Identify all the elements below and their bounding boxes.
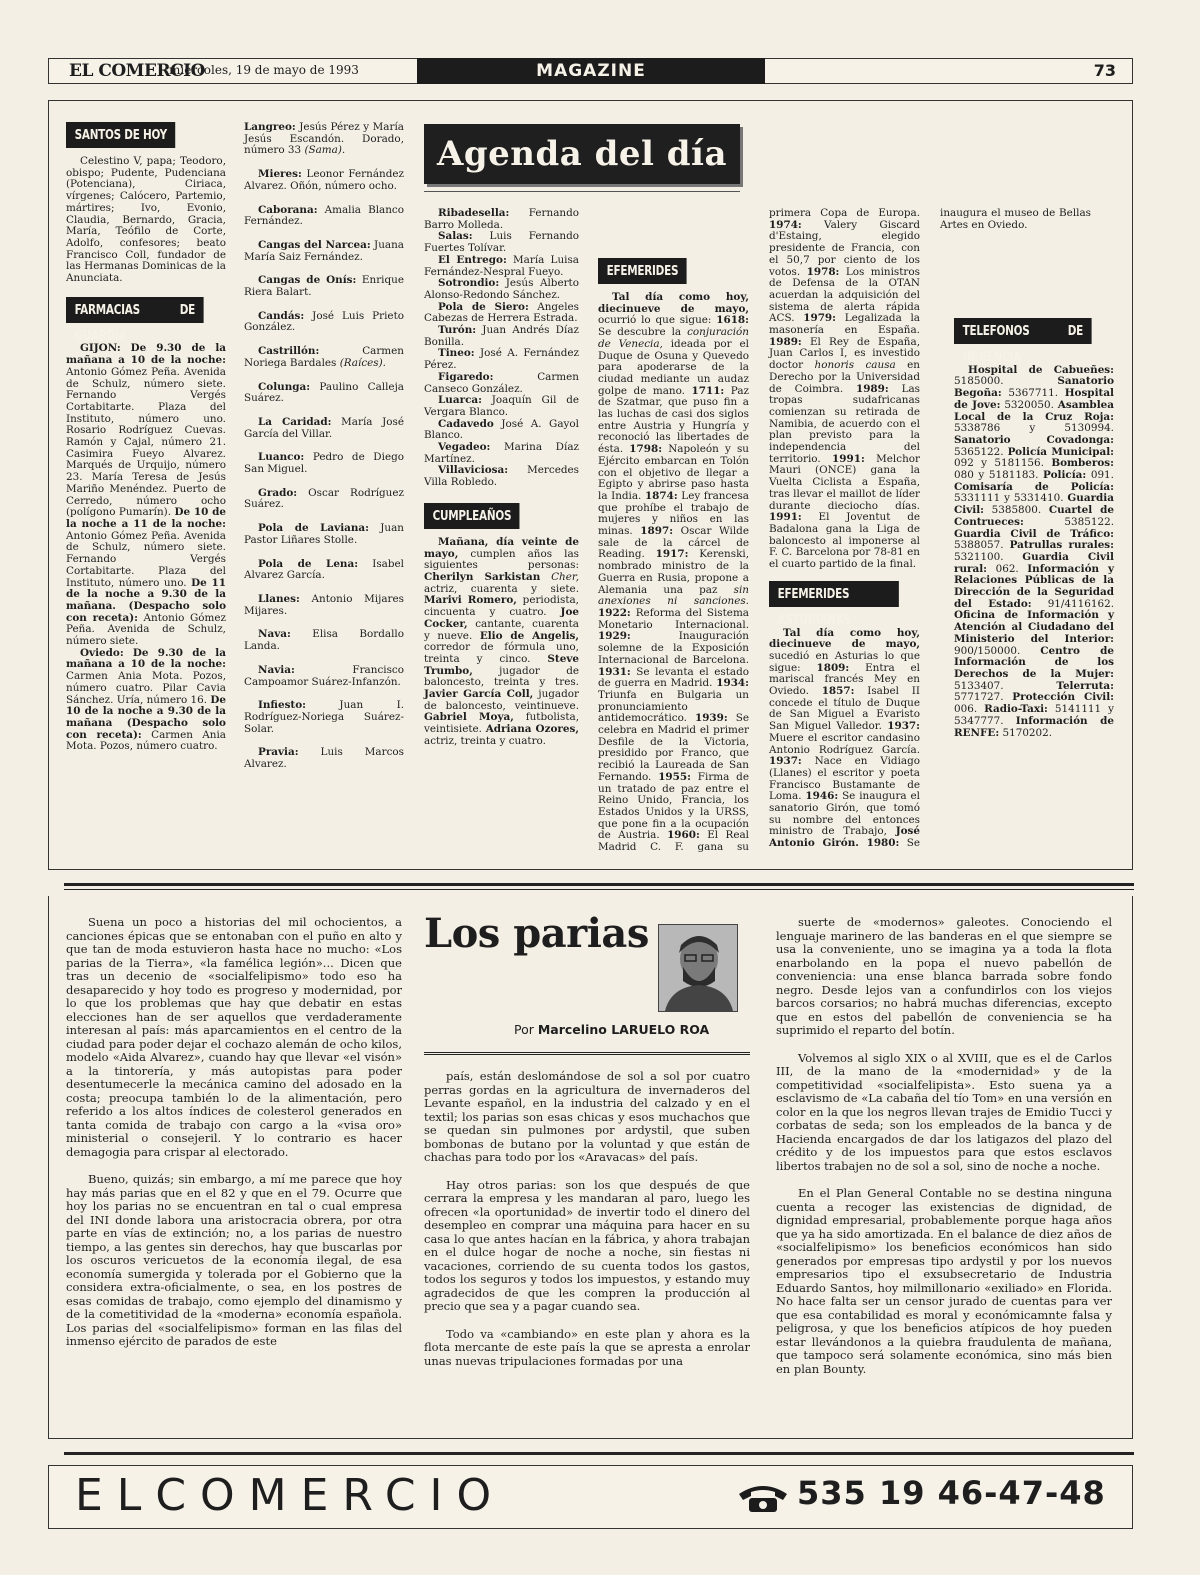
farmacia-localidad: Llanes: Antonio Mijares Mijares. [244, 592, 404, 617]
farmacias-oviedo: Oviedo: De 9.30 de la mañana a 10 de la noche: Carmen Ania Mota. Pozos, número cuatro. Pilar Cavia Sánchez. Uría, número 16. De 10 de la noche a 9.30 de la mañana (Despacho solo con receta): Carmen Ania Mota. Pozos, número cuatro. [66, 646, 226, 753]
article-paragraph: En el Plan General Contable no se destina ninguna cuenta a recoger las existencias de dignidad, de dignidad empresarial, probablemente porque haga años que ya ha sido amortizada. En el balance de diez años de «socialfelipismo» los beneficios económicos han sido generados por empresas tipo ardystil y por los nuevos empresarios tipo el exsubsecretario de Industria Eduardo Santos, hoy milmillonario «exiliado» en Florida. No hace falta ser un censor jurado de cuentas para ver que esa contabilidad es moral y económicamnte falsa y peligrosa, y que los beneficios atípicos de hoy pueden estar llevándonos a la quiebra fraudulenta de mañana, que tampoco será solamente económica, sino más bien en plan Bounty. [776, 1186, 1112, 1376]
farmacia-localidad: Pola de Lena: Isabel Alvarez García. [244, 557, 405, 582]
agenda-title: Agenda del día [424, 124, 740, 184]
separator-rule [64, 883, 1134, 886]
farmacia-localidad: Langreo: Jesús Pérez y María Jesús Escandón. Dorado, número 33 (Sama). [244, 121, 404, 157]
page-footer [48, 1465, 1133, 1529]
farmacia-localidad: Salas: Luis Fernando Fuertes Tolívar. [424, 230, 579, 255]
footer-logo: ELCOMERCIO [75, 1470, 506, 1521]
article-paragraph: Volvemos al siglo XIX o al XVIII, que es el de Carlos III, de la mano de la «modernidad» y de la competitividad «socialfelipista». Esto suena ya a esclavismo de «La cabaña del tío Tom» en una versión en color en la que los negros llevan trajes de Emidio Tucci y corbatas de seda; son los empleados de la banca y de Hacienda encargados de dar los latigazos del plazo del crédito y de los impuestos para que estos esclavos libertos trabajen no de sol a sol, sino de noche a noche. [776, 1050, 1112, 1173]
cumpleanos-text: Mañana, día veinte de mayo, cumplen años las siguientes personas: Cherilyn Sarkistan Cher, actriz, cuarenta y siete. Marivi Romero, periodista, cincuenta y cuatro. Joe Cocker, cantante, cuarenta y nueve. Elio de Angelis, corredor de fórmula uno, treinta y cinco. Steve Trumbo, jugador de baloncesto, treinta y tres. Javier García Coll, jugador de baloncesto, veintinueve. Gabriel Moya, futbolista, veintisiete. Adriana Ozores, actriz, treinta y cuatro. [424, 535, 579, 747]
article-byline: Por Marcelino LARUELO ROA [514, 1022, 710, 1037]
farmacia-localidad: Nava: Elisa Bordallo Landa. [244, 628, 404, 653]
farmacia-localidad: Pola de Laviana: Juan Pastor Liñares Stolle. [244, 522, 404, 546]
farmacia-localidad: Castrillón: Carmen Noriega Bardales (Raíces). [244, 345, 404, 369]
footer-rule [64, 1452, 1134, 1455]
farmacia-localidad: Caborana: Amalia Blanco Fernández. [244, 203, 404, 228]
farmacia-localidad: La Caridad: María José García del Villar. [244, 415, 404, 440]
farmacia-localidad: Turón: Juan Andrés Díaz Bonilla. [424, 324, 579, 348]
farmacia-localidad: Tineo: José A. Fernández Pérez. [424, 347, 579, 372]
farmacias-heading: FARMACIAS DE GUARDIA [66, 297, 204, 323]
farmacia-localidad: El Entrego: María Luisa Fernández-Nespral Fueyo. [424, 253, 579, 278]
issue-date: miércoles, 19 de mayo de 1993 [169, 63, 359, 77]
section-name: MAGAZINE [417, 58, 765, 84]
farmacia-localidad: Figaredo: Carmen Canseco González. [424, 370, 579, 395]
article-paragraph: Bueno, quizás; sin embargo, a mí me parece que hoy hay más parias que en el 82 y que en el 79. Ocurre que hoy los parias no se encuentran en tal o cual empresa del INI donde labora una aristocracia obrera, por otra parte en vías de extinción; no, a los parias de nuestro tiempo, a las gentes sin derechos, hay que buscarlas por los oscuros vericuetos de la economía ilegal, de esa economía sumergida y tolerada por el Gobierno que la considera extra-oficialmente, o sea, en los postres de esas comidas de trabajo, como ejemplo del dinamismo y de la cometitividad de la «moderna» economía española. Los parias del «socialfelipismo» forman en las filas del inmenso ejército de parados de este [66, 1172, 402, 1348]
farmacia-localidad: Sotrondio: Jesús Alberto Alonso-Redondo Sánchez. [424, 277, 579, 301]
page-header [48, 58, 1133, 84]
farmacia-localidad: Colunga: Paulino Calleja Suárez. [244, 380, 404, 405]
author-portrait-icon [659, 925, 737, 1011]
farmacia-localidad: Cangas del Narcea: Juana María Saiz Fernández. [244, 238, 404, 263]
farmacia-localidad: Pola de Siero: Angeles Cabezas de Herrera Estrada. [424, 300, 579, 325]
article-column-3 [776, 916, 1112, 1390]
farmacia-localidad: Infiesto: Juan I. Rodríguez-Noriega Suárez-Solar. [244, 699, 404, 735]
column-3 [424, 208, 579, 748]
santos-heading: SANTOS DE HOY [66, 122, 176, 148]
farmacia-localidad: Luarca: Joaquín Gil de Vergara Blanco. [424, 394, 579, 418]
article-paragraph: Todo va «cambiando» en este plan y ahora es la flota mercante de este país la que se apresta a enrolar unas nuevas tripulaciones formadas por una [424, 1326, 750, 1368]
article-paragraph: país, están deslomándose de sol a sol por cuatro perras gordas en la agricultura de invernaderos del Levante español, en la industria del calzado y en el textil; los parias son esas chicas y esos muchachos que se quedan sin pulmones por ardystil, que suben bombonas de butano por la voluntad y que están de chachas para todo por los «Aravacas» del país. [424, 1069, 750, 1164]
article-paragraph: Suena un poco a historias del mil ochocientos, a canciones épicas que se entonaban con el puño en alto y que tan de moda estuvieron hasta hace no mucho: «Los parias de la Tierra», «la famélica legión»... Dicen que tras un decenio de «socialfelipismo» todo eso ha desaparecido y hoy todo es progreso y modernidad, por lo que los problemas que hay que debatir en estas elecciones han de ser aquellos que verdaderamente interesan al país: más aparcamientos en el centro de la ciudad para poder dejar el cochazo alemán de ocho kilos, modelo «Aida Alvarez», cuando hay que llevar «el visón» a la tintorería, y más autopistas para poder desentumecerle la mecánica camino del adosado en la costa; preocupa también lo de la alimentación, pero referido a los altos índices de colesterol generados en tanta comida de trabajo con cargo a la «visa oro» ministerial o consejeril. Y lo contrario es hacer demagogia para crispar al electorado. [66, 915, 402, 1159]
farmacia-localidad: Luanco: Pedro de Diego San Miguel. [244, 451, 404, 476]
footer-phone: 535 19 46-47-48 [797, 1474, 1106, 1512]
cumpleanos-heading: CUMPLEAÑOS [424, 503, 520, 529]
newspaper-logo: EL COMERCIO [69, 61, 205, 81]
efemerides-heading: EFEMERIDES [598, 258, 687, 284]
efemerides-text: Tal día como hoy, diecinueve de mayo, ocurrió lo que sigue: 1618: Se descubre la conjuración de Venecia, ideada por el Duque de Osuna y Quevedo para apoderarse de la ciudad mediante un audaz golpe de mano. 1711: Paz de Szatmar, que puso fin a las luchas de casi dos siglos entre Austria y Hungría y reconoció las libertades de ésta. 1798: Napoleón y su Ejército embarcan en Tolón con el objetivo de llegar a Egipto y abrirse paso hasta la India. 1874: Ley francesa que prohíbe el trabajo de mujeres y niños en las minas. 1897: Oscar Wilde sale de la cárcel de Reading. 1917: Kerenski, nombrado ministro de la Guerra en Rusia, propone a Alemania una paz sin anexiones ni sanciones. 1922: Reforma del Sistema Monetario Internacional. 1929: Inauguración solemne de la Exposición Internacional de Barcelona. 1931: Se levanta el estado de guerra en Madrid. 1934: Triunfa en Bulgaria un pronunciamiento antidemocrático. 1939: Se celebra en Madrid el primer Desfile de la Victoria, presidido por Franco, que recibió la Laureada de San Fernando. 1955: Firma de un tratado de paz entre el Reino Unido, Francia, los Estados Unidos y la URSS, que pone fin a la ocupación de Austria. 1960: El Real Madrid C. F. gana su primera Copa de Europa. 1974: Valery Giscard d'Estaing, elegido presidente de Francia, con el 50,7 por ciento de los votos. 1978: Los ministros de Defensa de la OTAN acuerdan la adquisición del sistema de alerta rápida ACS. 1979: Legalizada la masonería en España. 1989: El Rey de España, Juan Carlos I, es investido doctor honoris causa en Derecho por la Universidad de Coimbra. 1989: Las tropas sudafricanas comienzan su retirada de Namibia, de acuerdo con el plan previsto para la independencia del territorio. 1991: Melchor Mauri (ONCE) gana la Vuelta Ciclista a España, tras llevar el maillot de líder durante dieciocho días. 1991: El Joventut de Badalona gana la Liga de baloncesto al imponerse al F. C. Barcelona por 78-81 en el cuarto partido de la final. [598, 207, 921, 854]
author-photo [658, 924, 738, 1012]
efemerides-asturianas-heading: EFEMERIDES ASTURIANAS [769, 581, 899, 607]
article-column-2 [424, 1070, 750, 1382]
farmacia-localidad: Villaviciosa: Mercedes Villa Robledo. [424, 464, 579, 489]
farmacia-localidad: Pravia: Luis Marcos Alvarez. [244, 746, 404, 771]
farmacia-localidad: Ribadesella: Fernando Barro Molleda. [424, 207, 579, 231]
article-headline: Los parias [424, 910, 649, 957]
farmacias-gijon: GIJON: De 9.30 de la mañana a 10 de la noche: Antonio Gómez Peña. Avenida de Schulz, número siete. Fernando Vergés Cortabitarte. Plaza del Instituto, número uno. Rosario Rodríguez Cuevas. Ramón y Cajal, número 21. Casimira Fueyo Alvarez. Marqués de Urquijo, número 23. María Teresa de Jesús Mariño Menéndez. Puerto de Cerredo, número ocho (polígono Pumarín). De 10 de la noche a 11 de la noche: Antonio Gómez Peña. Avenida de Schulz, número siete. Fernando Vergés Cortabitarte. Plaza del Instituto, número uno. De 11 de la noche a 9.30 de la mañana. (Despacho solo con receta): Antonio Gómez Peña. Avenida de Schulz, número siete. [66, 342, 226, 648]
telephone-icon [737, 1482, 789, 1514]
article-column-1 [66, 916, 402, 1363]
farmacia-localidad: Grado: Oscar Rodríguez Suárez. [244, 486, 404, 511]
telefonos-text: Hospital de Cabueñes: 5185000. Sanatorio Begoña: 5367711. Hospital de Jove: 5320050. Asamblea Local de la Cruz Roja: 5338786 y 5130994. Sanatorio Covadonga: 5365122. Policía Municipal: 092 y 5181156. Bomberos: 080 y 5181183. Policía: 091. Comisaría de Policía: 5331111 y 5331410. Guardia Civil: 5385800. Cuartel de Contrueces: 5385122. Guardia Civil de Tráfico: 5388057. Patrullas rurales: 5321100. Guardia Civil rural: 062. Información y Relaciones Públicas de la Dirección de la Seguridad del Estado: 91/4116162. Oficina de Información y Atención al Ciudadano del Ministerio del Interior: 900/150000. Centro de Información de los Derechos de la Mujer: 5133407. Telerruta: 5771727. Protección Civil: 006. Radio-Taxi: 5141111 y 5347777. Información de RENFE: 5170202. [954, 363, 1115, 739]
farmacias-localidades-list [424, 208, 579, 489]
santos-text: Celestino V, papa; Teodoro, obispo; Pudente, Pudenciana (Potenciana), Ciriaca, vírgenes; Calócero, Partemio, mártires; Ivo, Evonio, Claudia, Bernardo, Gracia, María, Teófilo de Corte, Adolfo, confesores; beato Francisco Coll, fundador de las Hermanas Dominicas de la Anunciata. [66, 155, 226, 285]
farmacia-localidad: Cadavedo José A. Gayol Blanco. [424, 417, 579, 442]
agenda-underline [424, 191, 740, 192]
article-paragraph: Hay otros parias: son los que después de que cerrara la empresa y les mandaran al paro, luego les ofrecen «la oportunidad» de invertir todo el dinero del desempleo en comprar una máquina para hacer en su casa lo que antes hacían en la fábrica, y ahora trabajan en el dulce hogar de noche a noche, sin fiestas ni vacaciones, corriendo de su cuenta todos los gastos, todos los seguros y todos los impuestos, y estando muy agradecidos de que les compren la producción al precio que sea y a pagar cuando sea. [424, 1177, 750, 1313]
headline-rule [424, 1052, 750, 1055]
farmacia-localidad: Mieres: Leonor Fernández Alvarez. Oñón, número ocho. [244, 168, 404, 192]
column-6 [954, 122, 1114, 739]
column-1 [66, 122, 226, 753]
farmacia-localidad: Navia: Francisco Campoamor Suárez-Infanzón. [244, 663, 404, 688]
telefonos-heading: TELEFONOS DE URGENCIA [954, 318, 1092, 344]
farmacia-localidad: Cangas de Onís: Enrique Riera Balart. [244, 274, 404, 299]
farmacia-localidad: Vegadeo: Marina Díaz Martínez. [424, 441, 579, 465]
efemerides-asturianas-text: Tal día como hoy, diecinueve de mayo, sucedió en Asturias lo que sigue: 1809: Entra el mariscal francés Mey en Oviedo. 1857: Isabel II concede el título de Duque de San Miguel a Evaristo San Miguel Valledor. 1937: Muere el escritor candasino Antonio Rodríguez García. 1937: Nace en Vidiago (Llanes) el escritor y poeta Francisco Bustamante de Loma. 1946: Se inaugura el sanatorio Girón, que tomó su nombre del entonces ministro de Trabajo, José Antonio Girón. 1980: Se inaugura el museo de Bellas Artes en Oviedo. [769, 207, 1091, 850]
farmacia-localidad: Candás: José Luis Prieto González. [244, 309, 404, 334]
article-paragraph: suerte de «modernos» galeotes. Conociendo el lenguaje marinero de las banderas en el que siempre se usa la conveniente, uno se imagina ya a toda la flota enarbolando en la popa el nuevo pabellón de conveniencia: una ense blanca barrada sobre fondo negro. Desde lejos van a confundirlos con los viejos barcos corsarios; no habrá muchas diferencias, excepto que en estos del pabellón de conveniencia se ha suprimido el reparto del botín. [776, 915, 1112, 1037]
page-number: 73 [1093, 61, 1116, 80]
column-2 [244, 122, 404, 771]
separator-rule-thin [64, 889, 1134, 890]
